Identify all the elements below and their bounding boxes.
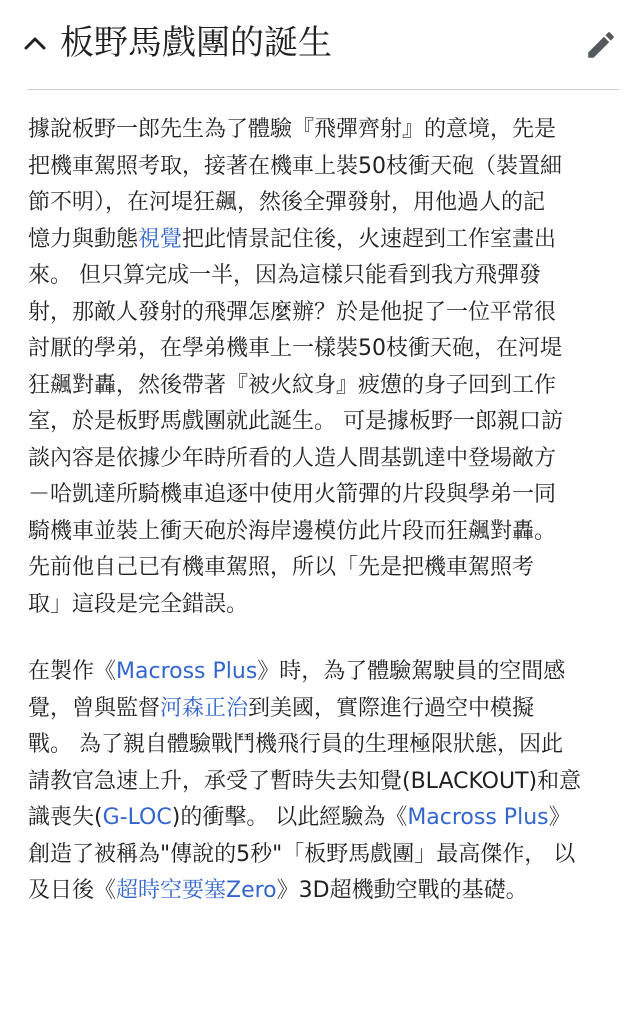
text-run: 》時，為了體驗駕駛員的空間感 [257, 659, 566, 684]
article-body [28, 112, 616, 910]
text-run: 在製作《 [28, 659, 117, 684]
text-line [28, 800, 616, 837]
text-line [28, 185, 616, 222]
article-link[interactable]: Macross Plus [116, 659, 258, 684]
text-run: 戰。 為了親自體驗戰鬥機飛行員的生理極限狀態，因此 [28, 732, 563, 757]
paragraph-gap [28, 623, 616, 654]
text-run: －哈凱達所騎機車追逐中使用火箭彈的片段與學弟一同 [28, 482, 557, 507]
header-divider [28, 89, 619, 90]
text-line [28, 477, 616, 514]
text-line [28, 727, 616, 764]
text-line [28, 654, 616, 691]
text-run: 取」這段是完全錯誤。 [28, 591, 249, 617]
paragraph [28, 654, 616, 910]
text-run: 》3D超機動空戰的基礎。 [276, 878, 528, 903]
text-run: 把此情景記住後，火速趕到工作室畫出 [182, 226, 557, 252]
text-line [28, 691, 616, 728]
text-run: 來。 但只算完成一半，因為這樣只能看到我方飛彈發 [28, 263, 541, 288]
text-run: )的衝擊。 以此經驗為《 [171, 805, 408, 830]
text-run: 請教官急速上升，承受了暫時失去知覺(BLACKOUT)和意 [28, 768, 582, 794]
article-link[interactable]: 河森正治 [160, 695, 249, 721]
text-run: 識喪失( [28, 805, 103, 830]
text-line [28, 295, 616, 332]
text-line [28, 222, 616, 259]
article-link[interactable]: 視覺 [138, 226, 183, 252]
text-run: 室，於是板野馬戲團就此誕生。 可是據板野一郎親口訪 [28, 409, 563, 434]
text-run: 節不明），在河堤狂飆，然後全彈發射，用他過人的記 [28, 190, 546, 215]
section-header [0, 0, 639, 88]
text-line [28, 112, 616, 149]
text-line [28, 331, 616, 368]
text-line [28, 587, 616, 624]
text-run: 先前他自己已有機車駕照，所以「先是把機車駕照考 [28, 555, 535, 580]
text-run: 狂飆對轟，然後帶著『被火紋身』疲憊的身子回到工作 [28, 372, 557, 398]
text-run: 談內容是依據少年時所看的人造人間基凱達中登場敵方 [28, 445, 557, 471]
text-line [28, 873, 616, 910]
text-run: 騎機車並裝上衝天砲於海岸邊模仿此片段而狂飆對轟。 [28, 518, 557, 544]
text-line [28, 404, 616, 441]
text-run: 討厭的學弟，在學弟機車上一樣裝50枝衝天砲，在河堤 [28, 336, 562, 361]
text-run: 》 [548, 805, 571, 830]
pencil-icon[interactable] [584, 28, 618, 62]
text-run: 到美國，實際進行過空中模擬 [248, 695, 535, 721]
section-title: 板野馬戲團的誕生 [60, 23, 332, 63]
text-line [28, 514, 616, 551]
text-run: 覺，曾與監督 [28, 695, 161, 721]
text-line [28, 837, 616, 874]
text-run: 據說板野一郎先生為了體驗『飛彈齊射』的意境，先是 [28, 117, 557, 142]
article-link[interactable]: G-LOC [102, 805, 172, 830]
article-link[interactable]: Macross Plus [407, 805, 549, 830]
text-line [28, 550, 616, 587]
article-link[interactable]: 超時空要塞Zero [116, 878, 277, 903]
text-line [28, 764, 616, 801]
text-line [28, 368, 616, 405]
text-run: 創造了被稱為"傳說的5秒"「板野馬戲團」最高傑作， 以 [28, 841, 576, 867]
text-line [28, 149, 616, 186]
chevron-up-icon[interactable] [22, 30, 48, 56]
text-run: 把機車駕照考取，接著在機車上裝50枝衝天砲（裝置細 [28, 153, 562, 179]
text-run: 射，那敵人發射的飛彈怎麼辦？於是他捉了一位平常很 [28, 299, 557, 325]
paragraph [28, 112, 616, 623]
text-run: 及日後《 [28, 878, 117, 903]
text-run: 憶力與動態 [28, 226, 139, 252]
text-line [28, 258, 616, 295]
text-line [28, 441, 616, 478]
